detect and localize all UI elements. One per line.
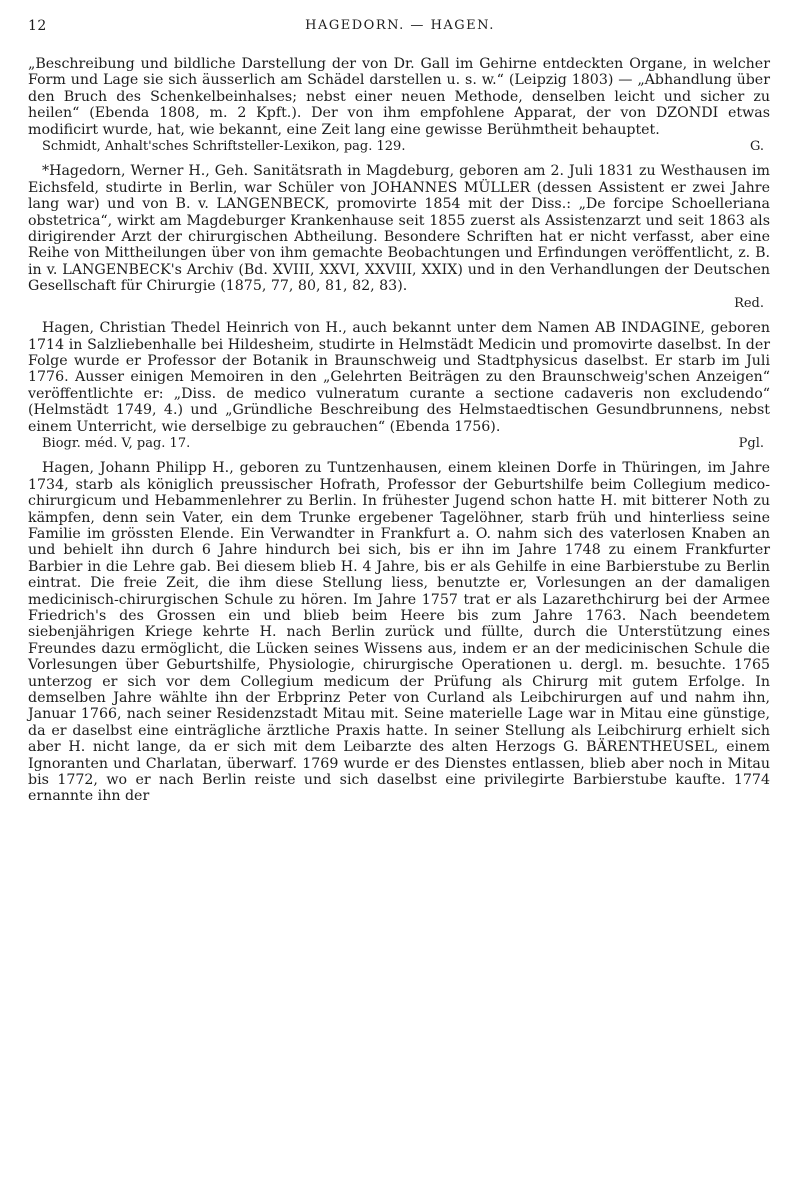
entry-source-line — [28, 436, 770, 452]
entry-paragraph: „Beschreibung und bildliche Darstellung der von Dr. Gall im Gehirne entdeckten Organe, in welcher Form und Lage sie sich äusserlich am Schädel darstellen u. s. w.“ (Leipzig 1803) — „Abhandlung über den Bruch des Schenkelbeinhalses; nebst einer neuen Methode, denselben leicht und sicher zu heilen“ (Ebenda 1808, m. 2 Kpft.). Der von ihm empfohlene Apparat, der von DZONDI etwas modificirt wurde, hat, wie bekannt, eine Zeit lang eine gewisse Berühmtheit behauptet. — [28, 56, 770, 138]
entry-paragraph: Hagen, Johann Philipp H., geboren zu Tuntzenhausen, einem kleinen Dorfe in Thüringen, im Jahre 1734, starb als königlich preussischer Hofrath, Professor der Geburtshilfe beim Collegium medico-chirurgicum und Hebammenlehrer zu Berlin. In frühester Jugend schon hatte H. mit bitterer Noth zu kämpfen, denn sein Vater, ein dem Trunke ergebener Tagelöhner, starb früh und hinterliess seine Familie im grössten Elende. Ein Verwandter in Frankfurt a. O. nahm sich des vaterlosen Knaben an und behielt ihn durch 6 Jahre hindurch bei sich, bis er ihn im Jahre 1748 zu einem Frankfurter Barbier in die Lehre gab. Bei diesem blieb H. 4 Jahre, bis er als Gehilfe in eine Barbierstube zu Berlin eintrat. Die freie Zeit, die ihm diese Stellung liess, benutzte er, Vorlesungen an der damaligen medicinisch-chirurgischen Schule zu hören. Im Jahre 1757 trat er als Lazarethchirurg bei der Armee Friedrich's des Grossen ein und blieb beim Heere bis zum Jahre 1763. Nach beendetem siebenjährigen Kriege kehrte H. nach Berlin zurück und füllte, durch die Unterstützung eines Freundes dazu ermöglicht, die Lücken seines Wissens aus, indem er an der medicinischen Schule die Vorlesungen über Geburtshilfe, Physiologie, chirurgische Operationen u. dergl. m. besuchte. 1765 unterzog er sich vor dem Collegium medicum der Prüfung als Chirurg mit gutem Erfolge. In demselben Jahre wählte ihn der Erbprinz Peter von Curland als Leibchirurgen auf und nahm ihn, Januar 1766, nach seiner Residenzstadt Mitau mit. Seine materielle Lage war in Mitau eine günstige, da er daselbst eine einträgliche ärztliche Praxis hatte. In seiner Stellung als Leibchirurg erhielt sich aber H. nicht lange, da er sich mit dem Leibarzte des alten Herzogs G. BÄRENTHEUSEL, einem Ignoranten und Charlatan, überwarf. 1769 wurde er des Dienstes entlassen, blieb aber noch in Mitau bis 1772, wo er nach Berlin reiste und sich daselbst eine privilegirte Barbierstube kaufte. 1774 ernannte ihn der — [28, 460, 770, 805]
running-head: HAGEDORN. — HAGEN. — [305, 18, 495, 33]
entry-paragraph: *Hagedorn, Werner H., Geh. Sanitätsrath in Magdeburg, geboren am 2. Juli 1831 zu Westhausen im Eichsfeld, studirte in Berlin, war Schüler von JOHANNES MÜLLER (dessen Assistent er zwei Jahre lang war) und von B. v. LANGENBECK, promovirte 1854 mit der Diss.: „De forcipe Schoelleriana obstetrica“, wirkt am Magdeburger Krankenhause seit 1855 zuerst als Assistenzarzt und seit 1863 als dirigirender Arzt der chirurgischen Abtheilung. Besondere Schriften hat er nicht verfasst, aber eine Reihe von Mittheilungen über von ihm gemachte Beobachtungen und Erfindungen veröffentlicht, z. B. in v. LANGENBECK's Archiv (Bd. XVIII, XXVI, XXVIII, XXIX) und in den Verhandlungen der Deutschen Gesellschaft für Chirurgie (1875, 77, 80, 81, 82, 83). — [28, 163, 770, 295]
entry-signature: Red. — [734, 295, 764, 311]
page-header — [0, 18, 800, 46]
entry-gall-continuation — [28, 56, 770, 155]
entry-signature: Pgl. — [738, 435, 764, 451]
entry-source-line — [28, 139, 770, 155]
body-text — [28, 56, 770, 813]
entry-source: Biogr. méd. V, pag. 17. — [42, 435, 191, 451]
entry-source: Schmidt, Anhalt'sches Schriftsteller-Lexikon, pag. 129. — [42, 139, 406, 155]
entry-signature: G. — [749, 139, 764, 155]
entry-hagedorn-werner — [28, 163, 770, 312]
entry-hagen-christian — [28, 320, 770, 452]
entry-source-line — [28, 296, 770, 312]
entry-hagen-johann-philipp — [28, 460, 770, 805]
entry-paragraph: Hagen, Christian Thedel Heinrich von H., auch bekannt unter dem Namen AB INDAGINE, geboren 1714 in Salzliebenhalle bei Hildesheim, studirte in Helmstädt Medicin und promovirte daselbst. In der Folge wurde er Professor der Botanik in Braunschweig und Stadtphysicus daselbst. Er starb im Juli 1776. Ausser einigen Memoiren in den „Gelehrten Beiträgen zu den Braunschweig'schen Anzeigen“ veröffentlichte er: „Diss. de medico vulneratum curante a sectione cadaveris non excludendo“ (Helmstädt 1749, 4.) und „Gründliche Beschreibung des Helmstaedtischen Gesundbrunnens, nebst einem Unterricht, wie derselbige zu gebrauchen“ (Ebenda 1756). — [28, 320, 770, 435]
page-number: 12 — [28, 18, 47, 34]
